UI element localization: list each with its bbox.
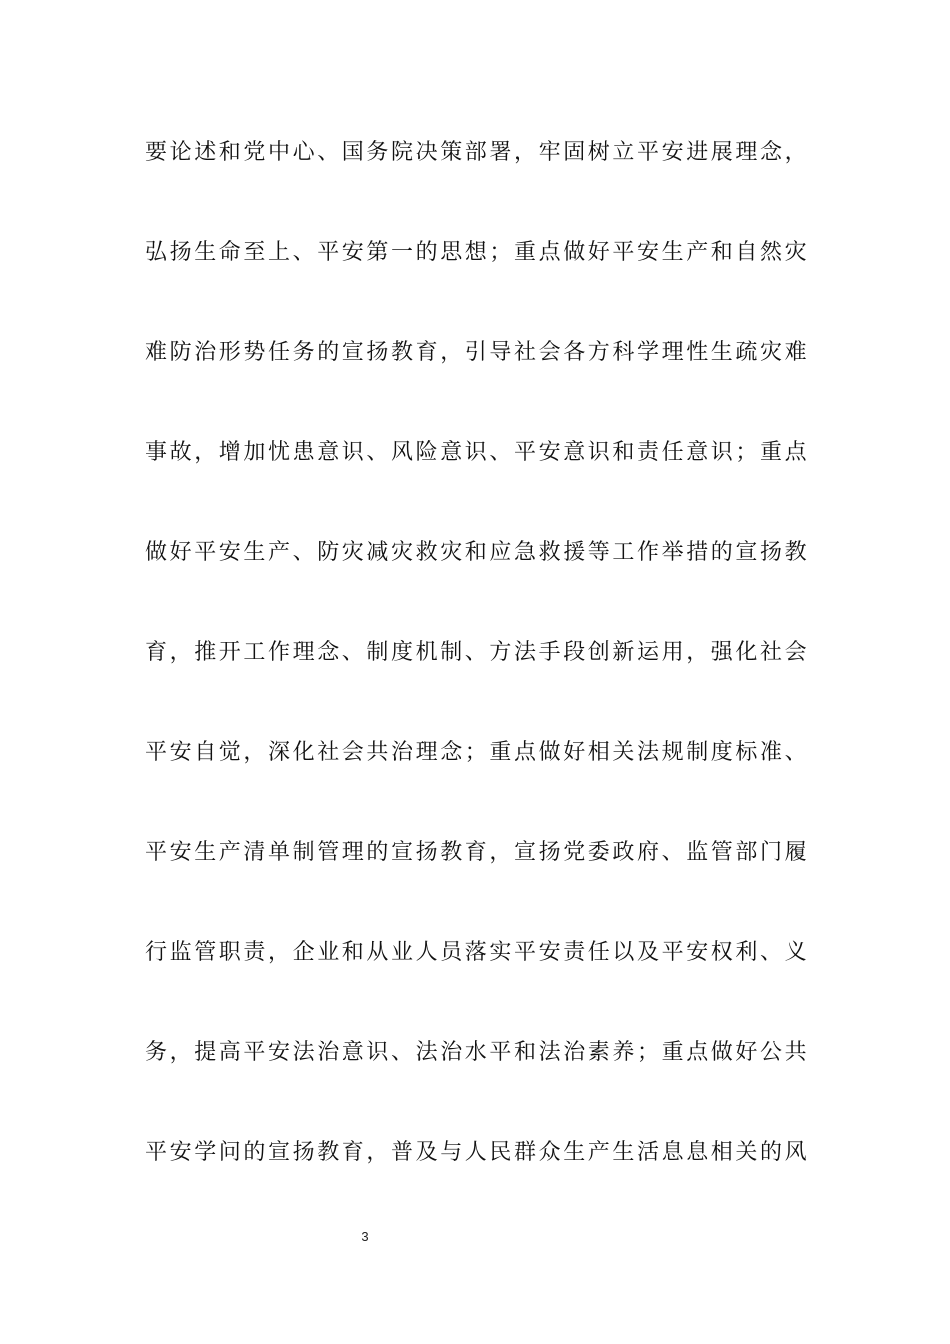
text-line: 做好平安生产、防灾减灾救灾和应急救援等工作举措的宣扬教 [145, 540, 810, 565]
text-line: 事故，增加忧患意识、风险意识、平安意识和责任意识；重点 [145, 440, 810, 465]
text-line: 务，提高平安法治意识、法治水平和法治素养；重点做好公共 [145, 1040, 810, 1065]
text-line: 要论述和党中心、国务院决策部署，牢固树立平安进展理念， [145, 140, 810, 165]
text-line: 平安自觉，深化社会共治理念；重点做好相关法规制度标准、 [145, 740, 810, 765]
page-number: 3 [361, 1229, 369, 1244]
text-line: 平安生产清单制管理的宣扬教育，宣扬党委政府、监管部门履 [145, 840, 810, 865]
text-line: 难防治形势任务的宣扬教育，引导社会各方科学理性生疏灾难 [145, 340, 810, 365]
body-text [145, 128, 810, 1228]
text-line: 弘扬生命至上、平安第一的思想；重点做好平安生产和自然灾 [145, 240, 810, 265]
text-line: 育，推开工作理念、制度机制、方法手段创新运用，强化社会 [145, 640, 810, 665]
text-line: 平安学问的宣扬教育，普及与人民群众生产生活息息相关的风 [145, 1140, 810, 1165]
text-line: 行监管职责，企业和从业人员落实平安责任以及平安权利、义 [145, 940, 810, 965]
